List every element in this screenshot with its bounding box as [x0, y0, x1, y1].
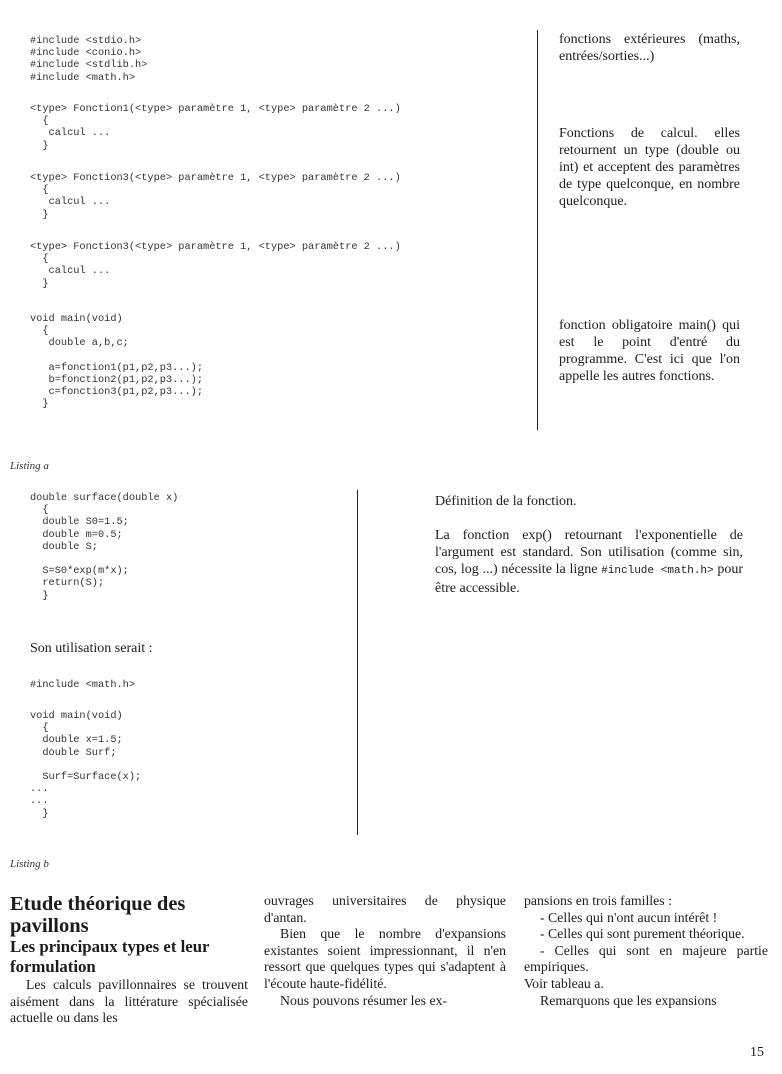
caption-listing-a: Listing a: [10, 460, 49, 472]
usage-label: Son utilisation serait :: [30, 641, 153, 656]
note-exp-code: #include <math.h>: [601, 565, 714, 577]
col3-item2: - Celles qui sont purement théorique.: [540, 926, 745, 942]
article-column-1: [10, 893, 248, 1027]
article-column-2: [264, 893, 506, 1009]
note-definition: Définition de la fonction.: [435, 494, 577, 509]
code-include-math: #include <math.h>: [30, 679, 136, 691]
article-subtitle: Les principaux types et leur formulation: [10, 937, 210, 976]
note-main: fonction obligatoire main() qui est le point d'entré du programme. C'est ici que l'on appelle les autres fonctions.: [559, 318, 740, 384]
col3-p2: Remarquons que les expansions: [540, 992, 717, 1008]
code-function1: <type> Fonction1(<type> paramètre 1, <type> paramètre 2 ...) { calcul ... }: [30, 103, 401, 152]
col1-p1: Les calculs pavillonnaires se trouvent aisément dans la littérature spécialisée actuelle ou dans les: [10, 977, 248, 1026]
col2-p1: ouvrages universitaires de physique d'antan.: [264, 893, 506, 925]
note-exp-text: La fonction exp() retournant l'exponentielle de l'argument est standard. Son utilisation (comme sin, cos, log ...) nécessite la ligne: [435, 528, 743, 577]
listing-a-divider: [537, 30, 538, 430]
note-includes: fonctions extérieures (maths, entrées/sorties...): [559, 32, 740, 64]
code-surface-function: double surface(double x) { double S0=1.5; double m=0.5; double S; S=S0*exp(m*x); return(S); }: [30, 492, 179, 602]
col3-item1: - Celles qui n'ont aucun intérêt !: [540, 909, 718, 925]
listing-b-divider: [357, 490, 358, 835]
code-includes: #include <stdio.h> #include <conio.h> #include <stdlib.h> #include <math.h>: [30, 35, 148, 84]
article-title: Etude théorique des pavillons: [10, 893, 186, 937]
code-usage-main: void main(void) { double x=1.5; double Surf; Surf=Surface(x); ... ... }: [30, 710, 142, 820]
col3-p1: pansions en trois familles :: [524, 893, 672, 908]
col3-item3: - Celles qui sont en majeure partie empiriques.: [524, 942, 768, 975]
page-number: 15: [750, 1045, 764, 1060]
caption-listing-b: Listing b: [10, 858, 49, 870]
code-main: void main(void) { double a,b,c; a=fonction1(p1,p2,p3...); b=fonction2(p1,p2,p3...); c=fonction3(p1,p2,p3...); }: [30, 313, 204, 411]
col2-p3: Nous pouvons résumer les ex-: [280, 992, 448, 1008]
note-exp-end: pour être accessible.: [435, 562, 744, 596]
col3-voir: Voir tableau a.: [524, 975, 604, 991]
article-column-3: [524, 893, 768, 1009]
code-function2: <type> Fonction3(<type> paramètre 1, <type> paramètre 2 ...) { calcul ... }: [30, 172, 401, 221]
col2-p2: Bien que le nombre d'expansions existantes soient impressionnant, il n'en ressort que quelques types qui s'adaptent à l'écoute haute-fidélité.: [264, 926, 506, 991]
code-function3: <type> Fonction3(<type> paramètre 1, <type> paramètre 2 ...) { calcul ... }: [30, 241, 401, 290]
note-calc-functions: Fonctions de calcul. elles retournent un type (double ou int) et acceptent des paramètres de type quelconque, en nombre quelconque.: [559, 126, 740, 209]
note-exp-function: [435, 527, 743, 597]
col1-paragraph: [10, 977, 248, 1027]
